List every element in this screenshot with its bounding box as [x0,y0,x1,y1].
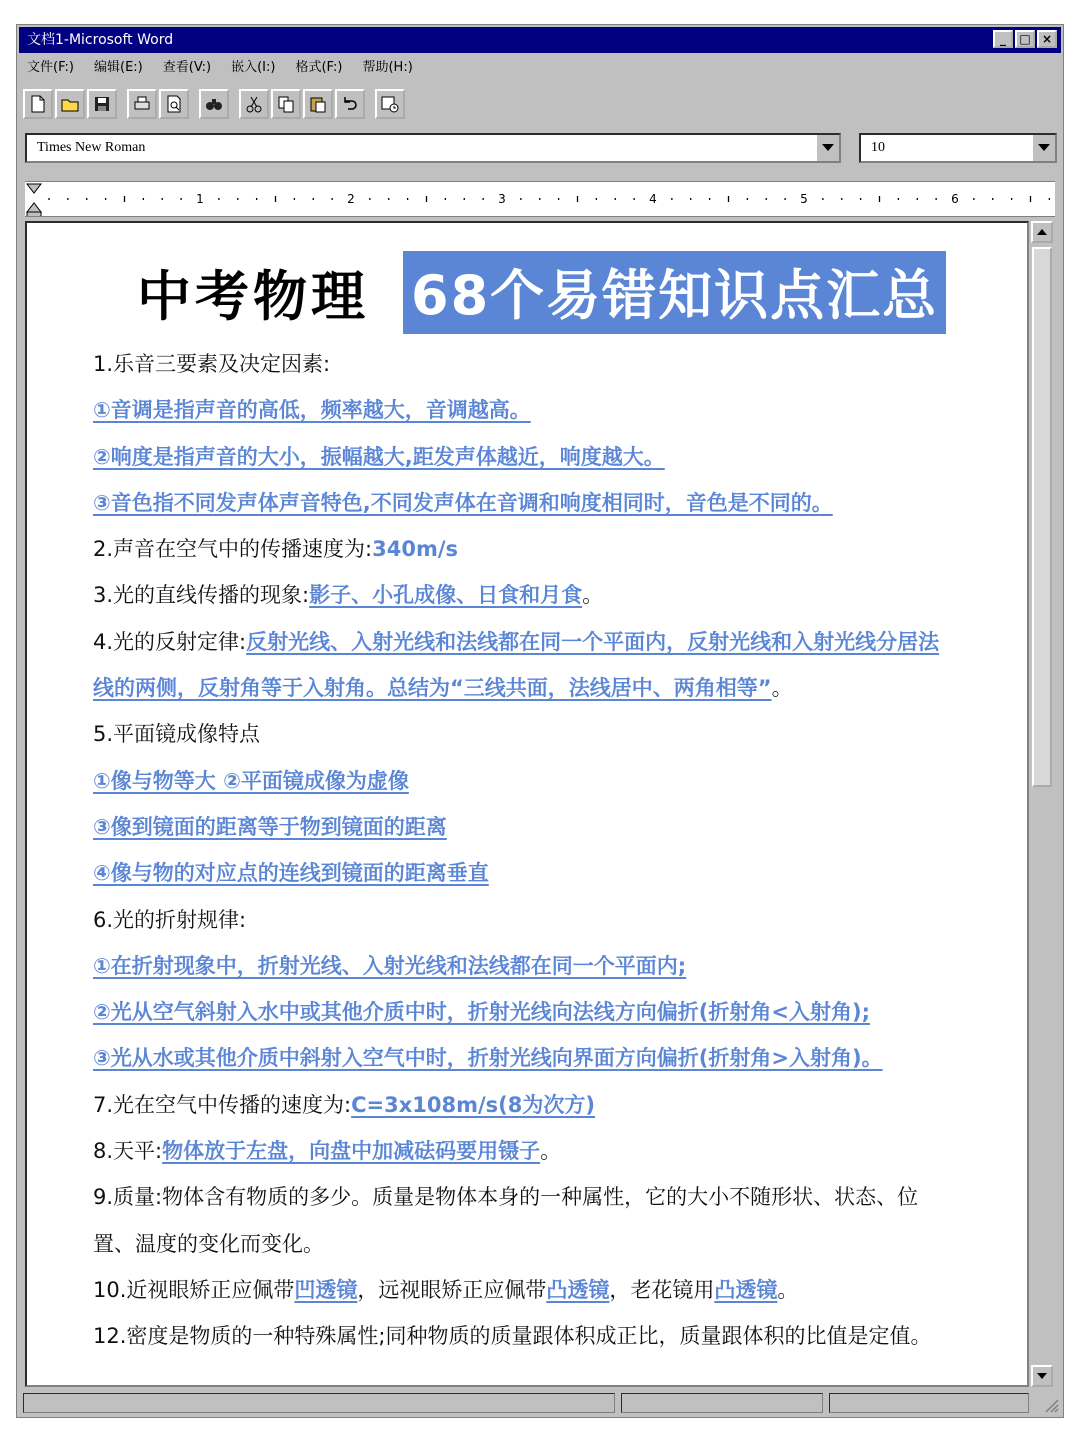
scroll-up-icon[interactable] [1031,221,1053,243]
document-page[interactable] [25,221,1029,1387]
document-line [93,989,1013,1035]
highlighted-text[interactable]: 反射光线、入射光线和法线都在同一个平面内，反射光线和入射光线分居法 [246,629,940,654]
heading-blue: 68个易错知识点汇总 [403,251,946,334]
ruler-number: 6 [951,192,959,206]
document-body [93,341,1013,1360]
body-text: 置、温度的变化而变化。 [93,1231,324,1256]
highlighted-text[interactable]: ③光从水或其他介质中斜射入空气中时，折射光线向界面方向偏折(折射角>入射角)。 [93,1046,883,1071]
title-bar[interactable] [19,27,1061,53]
body-text: 8.天平: [93,1139,163,1164]
cut-scissors-icon[interactable] [239,89,269,119]
heading-black: 中考物理 [137,265,369,328]
body-text: 6.光的折射规律: [93,907,247,932]
highlighted-text[interactable]: ②光从空气斜射入水中或其他介质中时，折射光线向法线方向偏折(折射角<入射角); [93,1000,870,1025]
highlighted-text[interactable]: C=3x108m/s(8为次方) [351,1092,595,1117]
word-window [16,24,1064,1418]
status-bar [19,1389,1061,1415]
body-text: 5.平面镜成像特点 [93,722,261,747]
highlighted-text[interactable]: ①音调是指声音的高低，频率越大，音调越高。 [93,398,531,423]
highlighted-text[interactable]: 物体放于左盘，向盘中加减砝码要用镊子 [162,1139,541,1164]
menu-insert[interactable]: 嵌入(I:) [231,60,276,75]
document-line [93,804,1013,850]
indent-marker-icon [27,184,41,193]
document-line [93,572,1013,618]
font-size-value: 10 [871,140,885,155]
save-icon[interactable] [87,89,117,119]
ruler[interactable] [25,181,1055,217]
indent-marker-icon [27,212,41,216]
highlighted-text[interactable]: 凹透镜 [294,1277,358,1302]
copy-icon[interactable] [271,89,301,119]
document-line [93,943,1013,989]
ruler-number: 4 [649,192,657,206]
menu-format[interactable]: 格式(F:) [295,60,343,75]
highlighted-text[interactable]: ③像到镜面的距离等于物到镜面的距离 [93,814,447,839]
new-document-icon[interactable] [23,89,53,119]
vertical-scrollbar[interactable] [1031,221,1055,1387]
body-text: 9.质量:物体含有物质的多少。质量是物体本身的一种属性，它的大小不随形状、状态、位 [93,1185,919,1210]
document-line [93,897,1013,943]
scroll-thumb[interactable] [1032,247,1052,787]
body-text: 3.光的直线传播的现象: [93,583,310,608]
menu-bar [25,57,415,79]
highlighted-text[interactable]: ①在折射现象中，折射光线、入射光线和法线都在同一个平面内; [93,953,687,978]
ruler-number: 1 [196,192,204,206]
highlighted-text[interactable]: ①像与物等大 ②平面镜成像为虚像 [93,768,409,793]
document-line [93,665,1013,711]
maximize-button[interactable]: □ [1015,30,1035,48]
print-preview-icon[interactable] [159,89,189,119]
menu-view[interactable]: 查看(V:) [162,60,212,75]
body-text: 。 [771,676,793,701]
chevron-down-icon[interactable] [815,135,839,161]
body-text: 。 [777,1277,799,1302]
document-line [93,480,1013,526]
status-panel [621,1393,823,1413]
undo-icon[interactable] [335,89,365,119]
highlighted-text[interactable]: ②响度是指声音的大小，振幅越大,距发声体越近，响度越大。 [93,444,665,469]
document-line [93,434,1013,480]
chevron-down-icon[interactable] [1031,135,1055,161]
ruler-number: 5 [800,192,808,206]
body-text: ，老花镜用 [609,1277,715,1302]
document-line [93,1082,1013,1128]
body-text: 7.光在空气中传播的速度为: [93,1092,352,1117]
scroll-down-icon[interactable] [1031,1365,1053,1387]
print-icon[interactable] [127,89,157,119]
document-line [93,619,1013,665]
body-text: 1.乐音三要素及决定因素: [93,352,331,376]
status-panel [23,1393,615,1413]
body-text: 12.密度是物质的一种特殊属性;同种物质的质量跟体积成正比，质量跟体积的比值是定值。 [93,1324,932,1349]
body-text: 2.声音在空气中的传播速度为: [93,537,373,562]
document-line [93,526,1013,572]
highlighted-text[interactable]: ③音色指不同发声体声音特色,不同发声体在音调和响度相同时，音色是不同的。 [93,490,833,515]
open-folder-icon[interactable] [55,89,85,119]
menu-help[interactable]: 帮助(H:) [362,60,413,75]
document-line [93,341,1013,387]
paste-icon[interactable] [303,89,333,119]
font-size-select[interactable] [859,133,1057,163]
highlighted-text[interactable]: 凸透镜 [714,1277,778,1302]
document-line [93,1174,1013,1220]
window-title: 文档1-Microsoft Word [27,32,174,48]
body-text: 10.近视眼矫正应佩带 [93,1277,295,1302]
document-line [93,387,1013,433]
font-name-value: Times New Roman [37,140,146,155]
highlighted-text[interactable]: 凸透镜 [546,1277,610,1302]
body-text: 。 [582,583,604,608]
close-button[interactable]: × [1037,30,1057,48]
status-panel [829,1393,1029,1413]
body-text: 。 [540,1139,562,1164]
document-line [93,758,1013,804]
highlighted-text[interactable]: 线的两侧，反射角等于入射角。总结为“三线共面，法线居中、两角相等” [93,676,772,701]
document-line [93,1035,1013,1081]
highlighted-text[interactable]: ④像与物的对应点的连线到镜面的距离垂直 [93,861,489,886]
insert-date-icon[interactable] [375,89,405,119]
document-line [93,1267,1013,1313]
formatting-bar [25,133,1055,165]
menu-edit[interactable]: 编辑(E:) [94,60,143,75]
highlighted-text[interactable]: 340m/s [372,537,459,562]
font-name-select[interactable] [25,133,841,163]
ruler-number: 3 [498,192,506,206]
document-line [93,1221,1013,1267]
ruler-number: 2 [347,192,355,206]
minimize-button[interactable]: _ [993,30,1013,48]
indent-marker-icon [27,203,41,212]
highlighted-text[interactable]: 影子、小孔成像、日食和月食 [309,583,583,608]
document-line [93,850,1013,896]
ruler-ticks [25,182,1057,216]
resize-grip-icon[interactable] [1041,1395,1059,1413]
body-text: 4.光的反射定律: [93,629,247,654]
menu-file[interactable]: 文件(F:) [27,60,74,75]
document-line [93,711,1013,757]
document-line [93,1313,1013,1359]
find-binoculars-icon[interactable] [199,89,229,119]
document-line [93,1128,1013,1174]
standard-toolbar [23,87,415,121]
body-text: ，远视眼矫正应佩带 [357,1277,547,1302]
document-heading [137,251,946,334]
